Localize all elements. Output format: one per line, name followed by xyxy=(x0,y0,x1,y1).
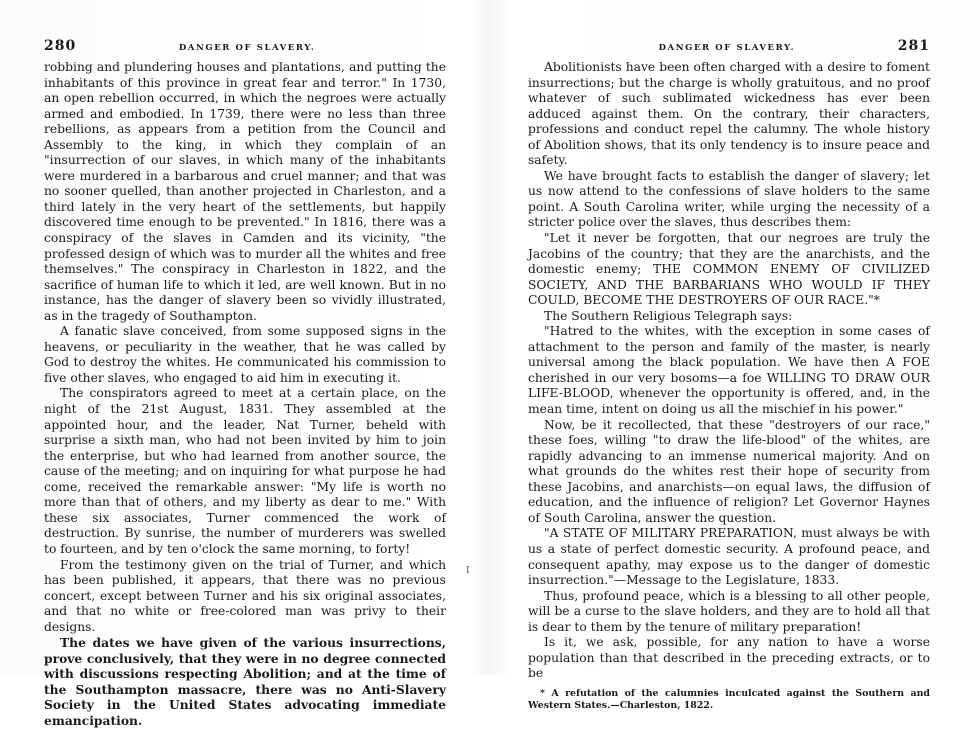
right-paragraph-4: Now, be it recollected, that these "destroyers of our race," these foes, willing "to draw the life-blood" of the whites, are rapidly advancing to an immense numerical majority. And on what grounds do the whites rest their hope of security from these Jacobins, and anarchists—on equal laws, the diffusion of education, and the influence of religion? Let Governor Haynes of South Carolina, answer the question. xyxy=(528,417,930,525)
right-running-title: DANGER OF SLAVERY. xyxy=(658,43,796,53)
left-running-title: DANGER OF SLAVERY. xyxy=(178,43,316,53)
right-page-number: 281 xyxy=(897,38,930,54)
left-paragraph-3: The conspirators agreed to meet at a certain place, on the night of the 21st August, 1831. They assembled at the appointed hour, and the leader, Nat Turner, beheld with surprise a sixth man, who had not been invited by him to join the enterprise, but who had learned from another source, the cause of the meeting; and on inquiring for what purpose he had come, received the remarkable answer: "My life is worth no more than that of others, and my liberty as dear to me." With these six associates, Turner commenced the work of destruction. By sunrise, the number of murderers was swelled to fourteen, and by ten o'clock the same morning, to forty! xyxy=(44,386,446,556)
left-paragraph-2: A fanatic slave conceived, from some supposed signs in the heavens, or peculiarity in the weather, that he was called by God to destroy the whites. He communicated his commission to five other slaves, who engaged to aid him in executing it. xyxy=(44,324,446,385)
gutter-mark: I xyxy=(466,566,470,576)
right-paragraph-6: Is it, we ask, possible, for any nation to have a worse population than that described in the preceding extracts, or to be xyxy=(528,635,930,681)
right-running-head xyxy=(528,38,930,56)
left-page xyxy=(44,38,446,728)
left-paragraph-1: robbing and plundering houses and plantations, and putting the inhabitants of this province in great fear and terror." In 1730, an open rebellion occurred, in which the negroes were actually armed and embodied. In 1739, there were no less than three rebellions, as appears from a petition from the Council and Assembly to the king, in which they complain of an "insurrection of our slaves, in which many of the inhabitants were murdered in a barbarous and cruel manner; and that was no sooner quelled, than another projected in Charleston, and a third lately in the very heart of the settlements, but happily discovered time enough to be prevented." In 1816, there was a conspiracy of the slaves in Camden and its vicinity, "the professed design of which was to murder all the whites and free themselves." The conspiracy in Charleston in 1822, and the sacrifice of human life to which it led, are well known. But in no instance, has the danger of slavery been so vividly illustrated, as in the tragedy of Southampton. xyxy=(44,60,446,323)
right-footnote: * A refutation of the calumnies inculcated against the Southern and Western States.—Charleston, 1822. xyxy=(528,687,930,711)
right-page xyxy=(528,38,930,711)
right-quote-3: "A STATE OF MILITARY PREPARATION, must always be with us a state of perfect domestic security. A profound peace, and consequent apathy, may expose us to the danger of domestic insurrection."—Message to the Legislature, 1833. xyxy=(528,526,930,588)
left-paragraph-4: From the testimony given on the trial of Turner, and which has been published, it appears, that there was no previous concert, except between Turner and his six original associates, and that no white or free-colored man was privy to their designs. xyxy=(44,557,446,634)
left-running-head xyxy=(44,38,446,56)
left-body-text xyxy=(44,60,446,729)
right-quote-2: "Hatred to the whites, with the exception in some cases of attachment to the person and family of the master, is nearly universal among the black population. We have then A FOE cherished in our very bosoms—a foe WILLING TO DRAW OUR LIFE-BLOOD, whenever the opportunity is offered, and, in the mean time, intent on doing us all the mischief in his power." xyxy=(528,324,930,417)
right-body-text xyxy=(528,60,930,682)
left-page-number: 280 xyxy=(44,38,77,54)
right-paragraph-3: The Southern Religious Telegraph says: xyxy=(544,308,793,323)
left-paragraph-5: The dates we have given of the various insurrections, prove conclusively, that they were in no degree connected with discussions respecting Abolition; and at the time of the Southampton massacre, there was no Anti-Slavery Society in the United States advocating immediate emancipation. xyxy=(44,635,446,728)
right-paragraph-2: We have brought facts to establish the danger of slavery; let us now attend to the confessions of slave holders to the same point. A South Carolina writer, while urging the necessity of a stricter police over the slaves, thus describes them: xyxy=(528,168,930,230)
right-quote-1: "Let it never be forgotten, that our negroes are truly the Jacobins of the country; that they are the anarchists, and the domestic enemy; THE COMMON ENEMY OF CIVILIZED SOCIETY, AND THE BARBARIANS WHO WOULD IF THEY COULD, BECOME THE DESTROYERS OF OUR RACE."* xyxy=(528,231,930,308)
right-paragraph-5: Thus, profound peace, which is a blessing to all other people, will be a curse to the slave holders, and they are to hold all that is dear to them by the tenure of military preparation! xyxy=(528,588,930,634)
right-paragraph-1: Abolitionists have been often charged with a desire to foment insurrections; but the charge is wholly gratuitous, and no proof whatever of such sublimated wickedness has ever been adduced against them. On the contrary, their characters, professions and conduct repel the calumny. The whole history of Abolition shows, that its only tendency is to insure peace and safety. xyxy=(528,60,930,168)
